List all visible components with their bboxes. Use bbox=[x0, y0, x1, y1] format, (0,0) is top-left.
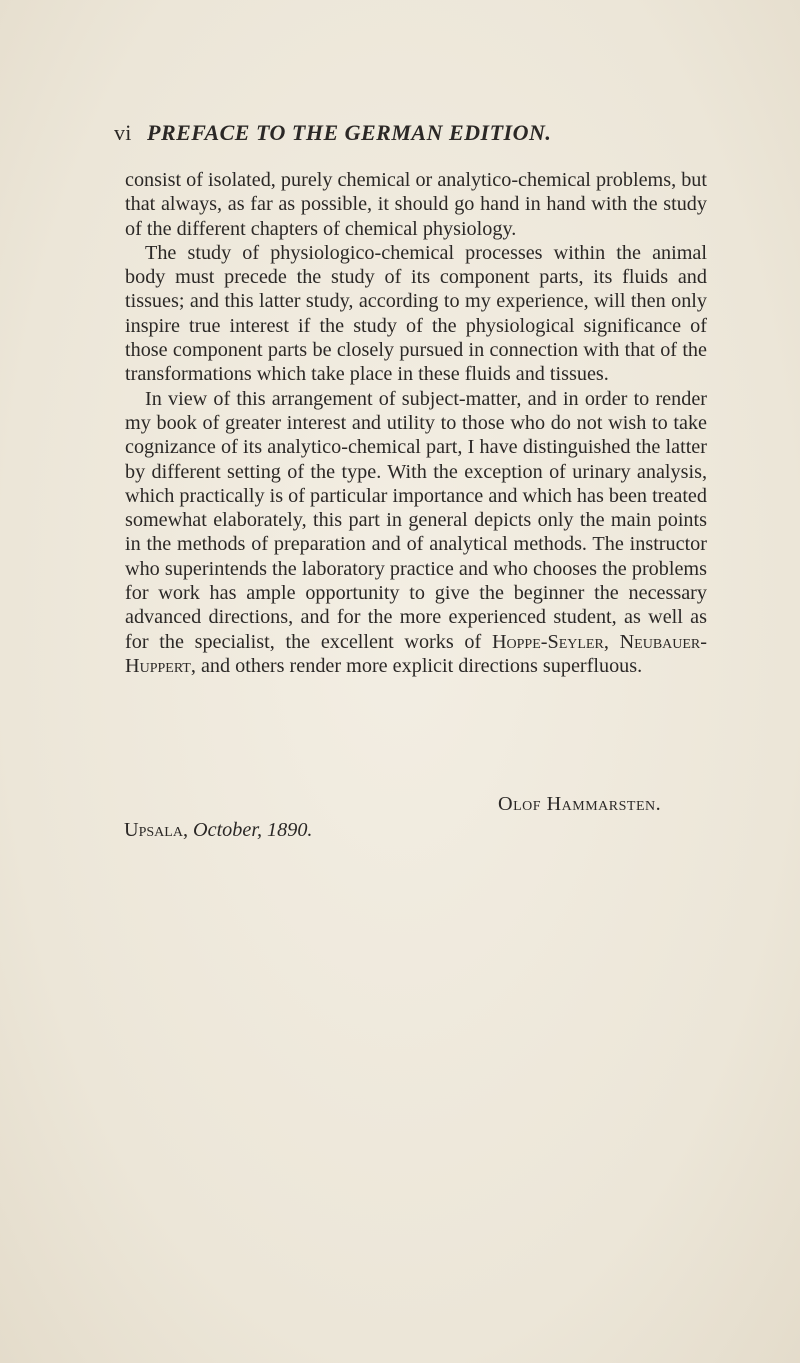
name-separator: , bbox=[603, 630, 620, 653]
author-name-neubauer-huppert: Neubauer-Huppert bbox=[125, 630, 707, 677]
author-name-hoppe-seyler: Hoppe-Seyler bbox=[491, 630, 604, 653]
paragraph-continuation: consist of isolated, purely chemical or analytico-chemical problems, but that always, as far as possible, it should go hand in hand with the study of the different chapters of chemical physiology. bbox=[125, 169, 707, 240]
paragraph-arrangement bbox=[125, 387, 707, 679]
dateline-place: Upsala bbox=[124, 819, 183, 841]
body-text bbox=[125, 168, 707, 678]
paragraph-study-order: The study of physiologico-chemical processes within the animal body must precede the study of its component parts, its fluids and tissues; and this latter study, according to my experience, will then only inspire true interest if the study of the physiological significance of those component parts be closely pursued in connection with that of the transformations which take place in these fluids and tissues. bbox=[125, 241, 707, 386]
page-number: vi bbox=[114, 120, 132, 145]
dateline bbox=[124, 819, 424, 842]
author-signature: Olof Hammarsten. bbox=[498, 793, 662, 815]
running-head bbox=[114, 120, 714, 150]
dateline-separator: , bbox=[182, 819, 194, 841]
paragraph-arrangement-text: In view of this arrangement of subject-matter, and in order to render my book of greater interest and utility to those who do not wish to take cognizance of its analytico-chemical part, I have distinguished the latter by different setting of the type. With the exception of urinary analysis, which practically is of particular importance and which has been treated somewhat elaborately, this part in general depicts only the main points in the methods of preparation and of analytical methods. The instructor who superintends the laboratory practice and who chooses the problems for work has ample opportunity to give the beginner the necessary advanced directions, and for the more experienced student, as well as for the specialist, the excellent works of bbox=[125, 387, 707, 653]
paragraph-arrangement-ending: , and others render more explicit directions superfluous. bbox=[190, 654, 643, 677]
dateline-date: October, 1890. bbox=[193, 819, 313, 841]
running-title: PREFACE TO THE GERMAN EDITION. bbox=[147, 120, 552, 145]
